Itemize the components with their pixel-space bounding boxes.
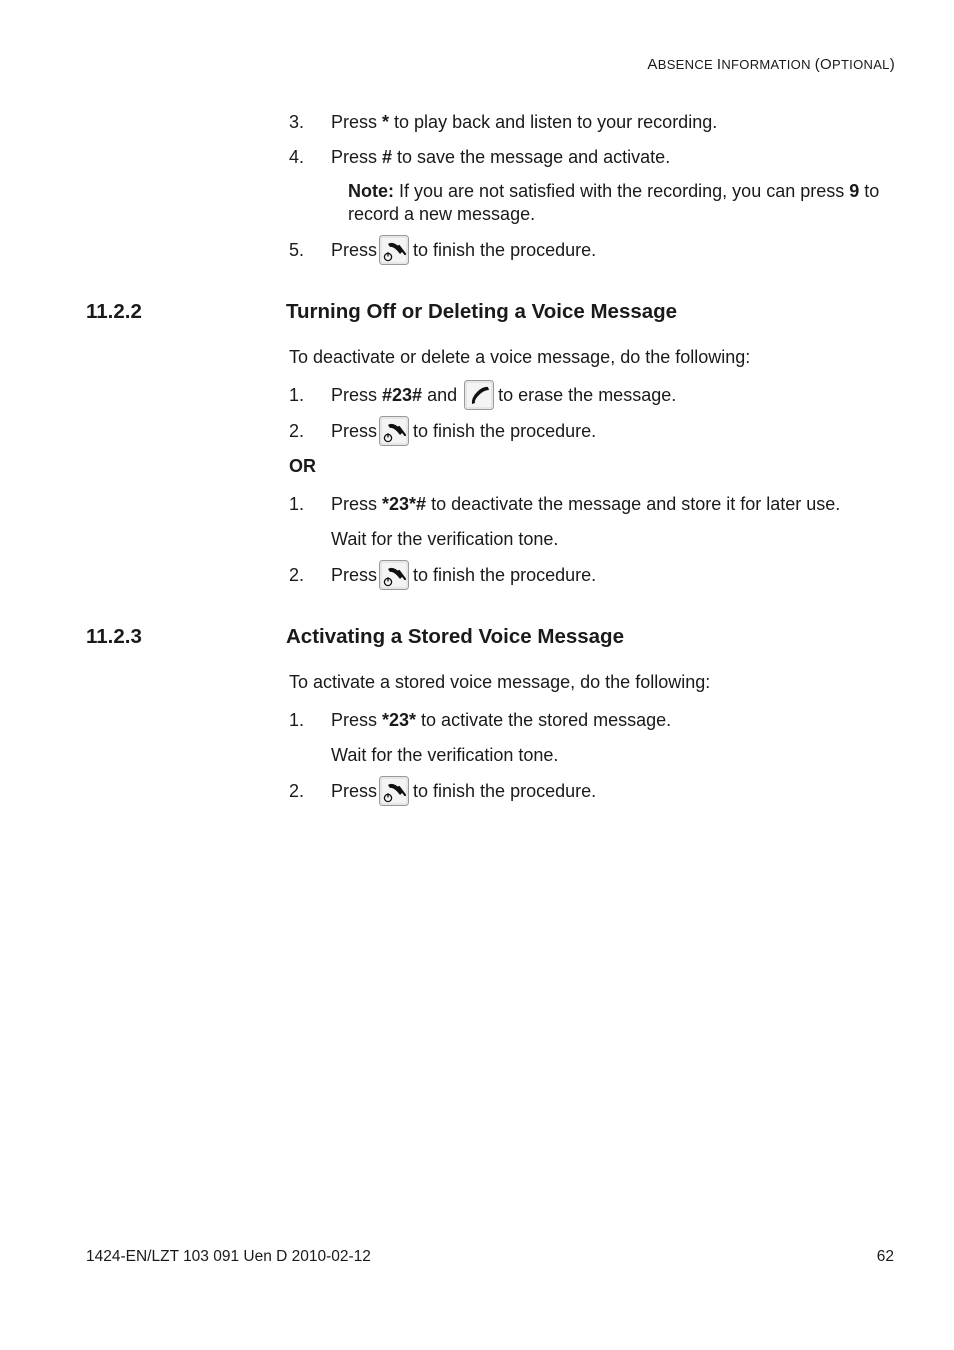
- step-text: Press to finish the procedure.: [331, 421, 596, 442]
- step-text: Press #23# and to erase the message.: [331, 385, 676, 406]
- step-number: 2.: [289, 421, 305, 441]
- step-number: 1.: [289, 710, 305, 730]
- section-intro: To deactivate or delete a voice message, do the following:: [289, 347, 751, 367]
- end-call-icon: [379, 235, 409, 265]
- section-title: Activating a Stored Voice Message: [286, 625, 624, 648]
- step-text: Press # to save the message and activate.: [331, 147, 671, 167]
- section-intro: To activate a stored voice message, do the following:: [289, 672, 711, 692]
- end-call-icon: [379, 560, 409, 590]
- header-text-part: ): [889, 56, 895, 73]
- step-number: 2.: [289, 781, 305, 801]
- section-title: Turning Off or Deleting a Voice Message: [286, 300, 678, 323]
- step-number: 3.: [289, 112, 305, 132]
- step-text: Press to finish the procedure.: [331, 565, 596, 586]
- end-call-icon: [379, 416, 409, 446]
- step-text: Press *23* to activate the stored message.: [331, 710, 672, 730]
- note-block: Note: If you are not satisfied with the recording, you can press 9 to record a new message.: [348, 181, 880, 224]
- handset-icon: [464, 380, 494, 410]
- step-number: 5.: [289, 240, 305, 260]
- header-text-part: NFORMATION: [721, 57, 815, 72]
- header-text-part: (O: [814, 56, 832, 73]
- step-text: Press *23*# to deactivate the message and store it for later use.: [331, 494, 841, 514]
- step-subtext: Wait for the verification tone.: [331, 745, 559, 765]
- step-text: Press to finish the procedure.: [331, 781, 596, 802]
- step-text: Press * to play back and listen to your recording.: [331, 112, 718, 132]
- running-header: [647, 56, 895, 73]
- section-number: 11.2.2: [86, 300, 142, 323]
- or-separator: OR: [289, 456, 316, 476]
- step-text: Press to finish the procedure.: [331, 240, 596, 261]
- step-subtext: Wait for the verification tone.: [331, 529, 559, 549]
- end-call-icon: [379, 776, 409, 806]
- header-text-part: BSENCE: [657, 57, 717, 72]
- step-number: 1.: [289, 494, 305, 514]
- header-text-part: A: [647, 56, 658, 73]
- header-text-part: PTIONAL: [831, 57, 890, 72]
- section-number: 11.2.3: [86, 625, 142, 648]
- footer-doc-id: 1424-EN/LZT 103 091 Uen D 2010-02-12: [86, 1248, 371, 1265]
- page-number: 62: [876, 1248, 894, 1265]
- step-number: 1.: [289, 385, 305, 405]
- step-number: 4.: [289, 147, 305, 167]
- step-number: 2.: [289, 565, 305, 585]
- header-text-part: I: [716, 56, 722, 73]
